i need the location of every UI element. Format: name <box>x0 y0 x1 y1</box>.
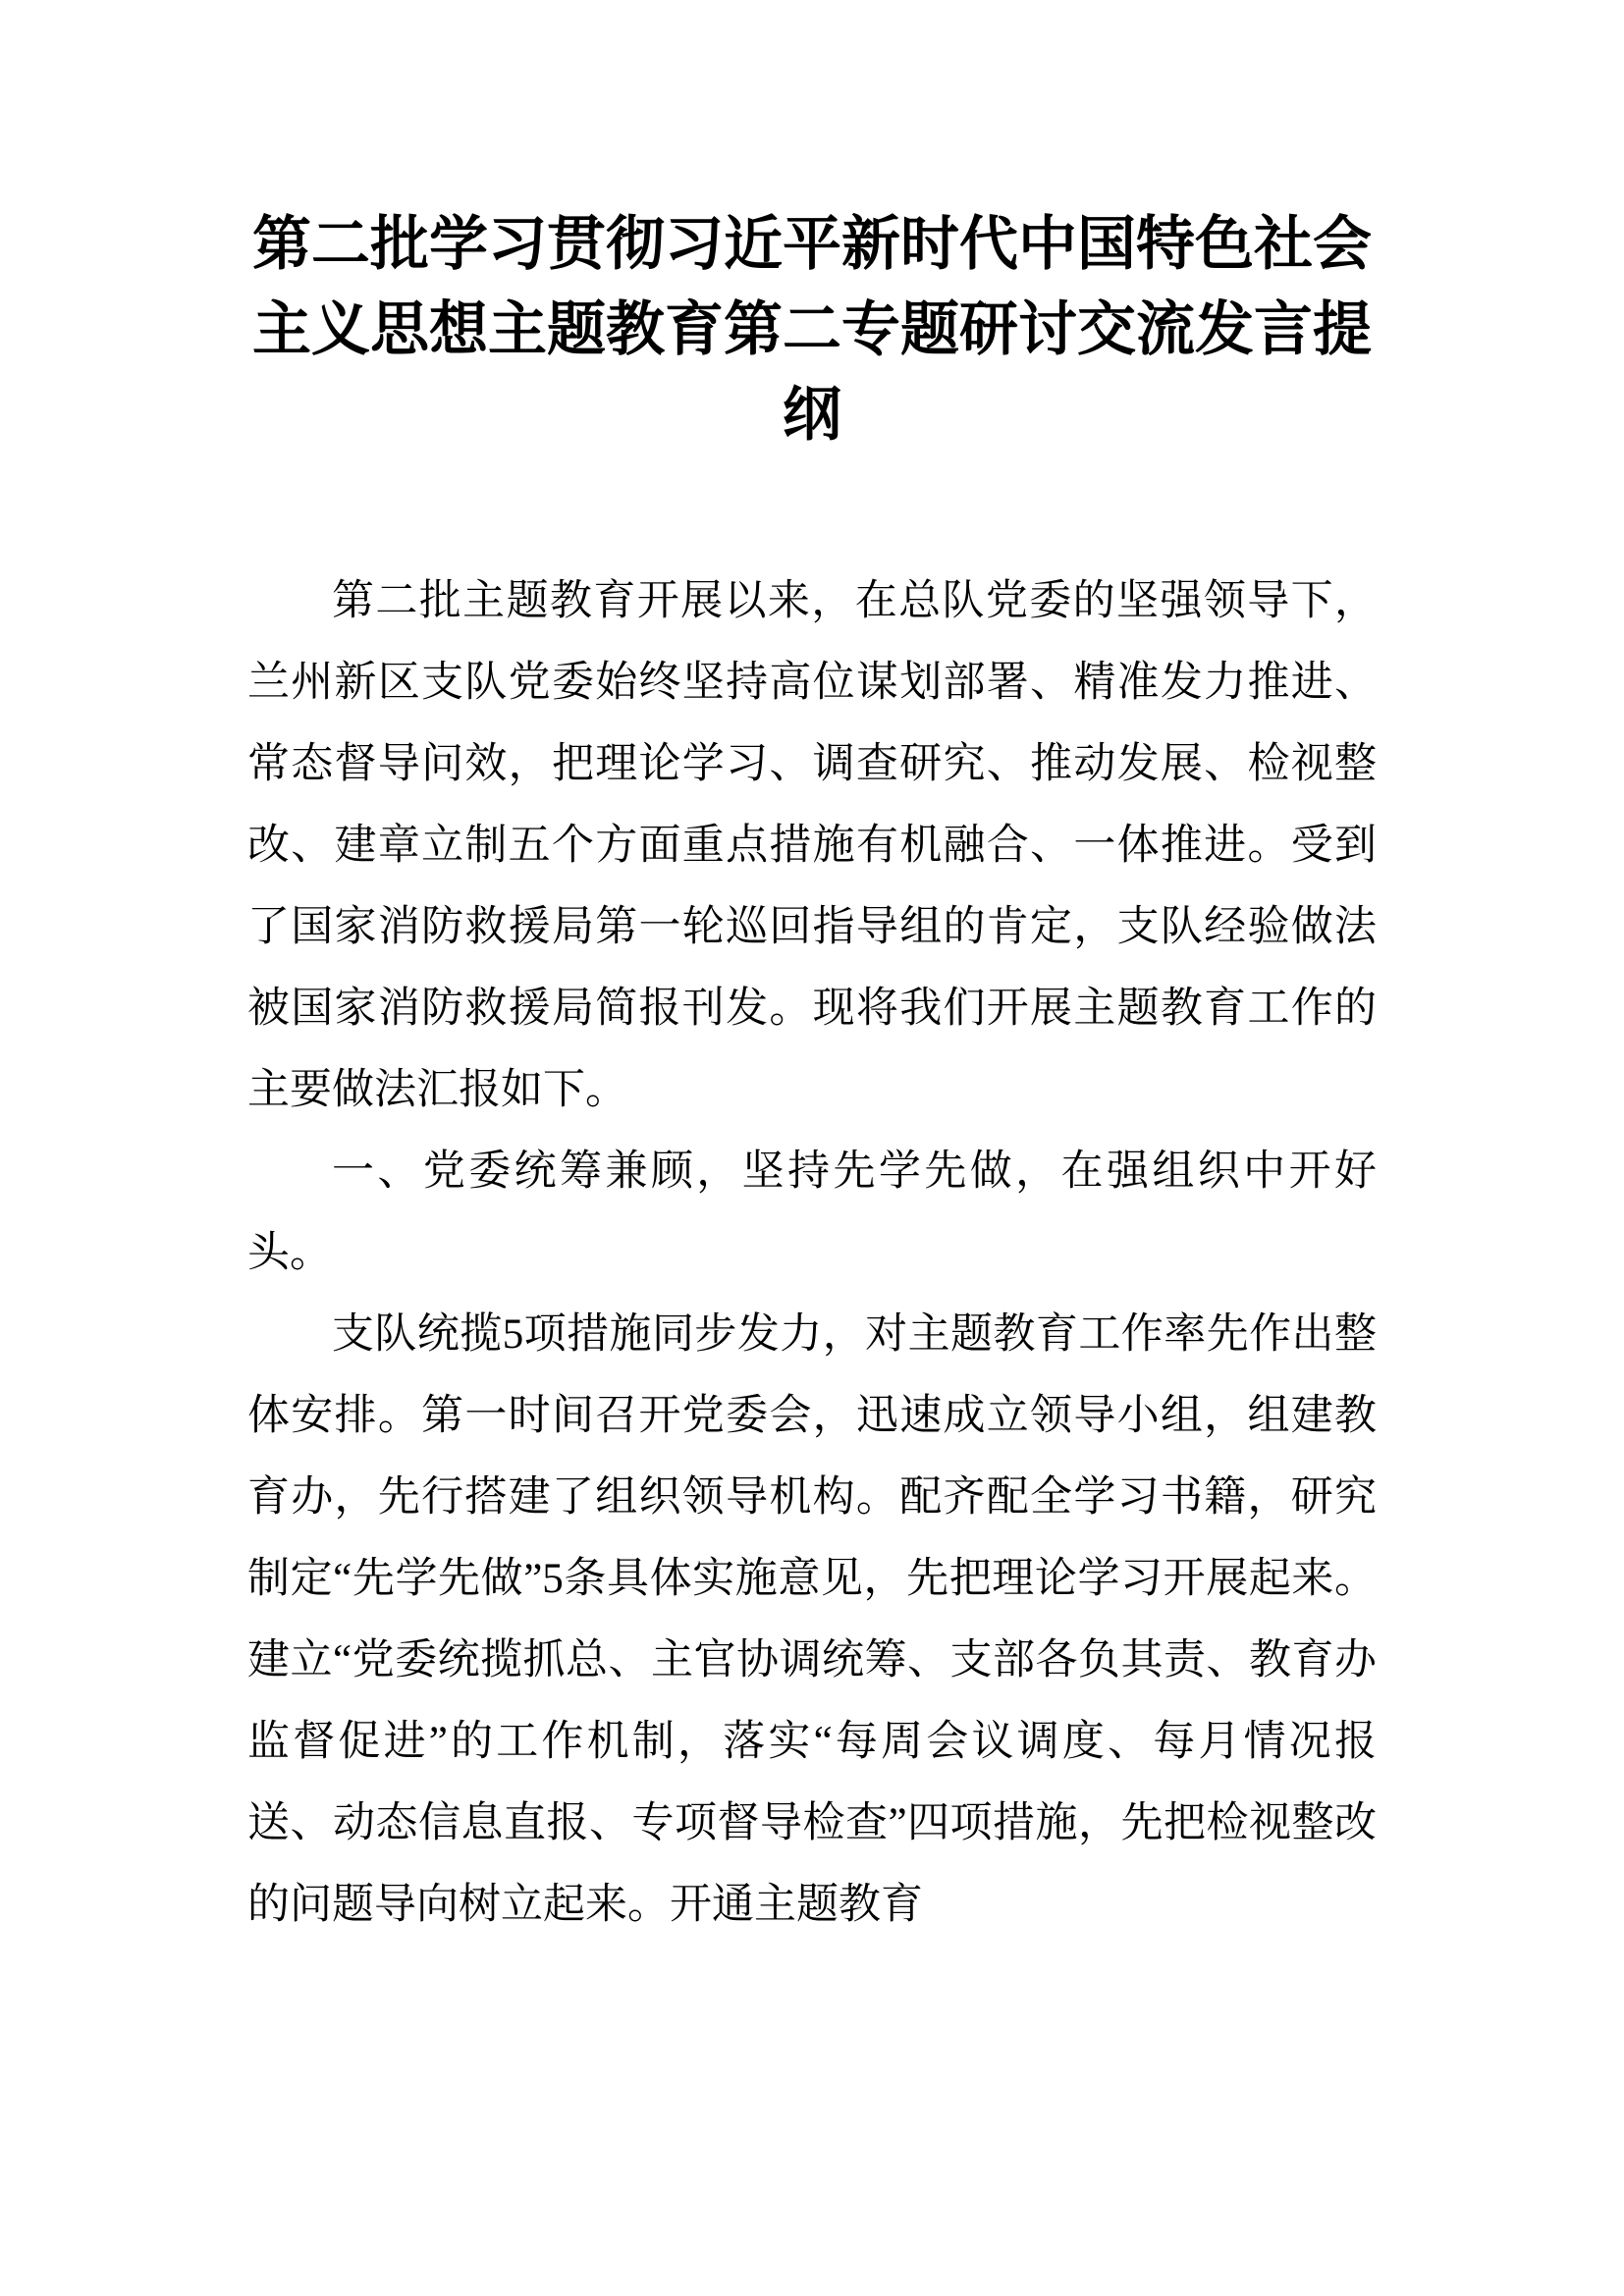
section-heading-1: 一、党委统筹兼顾，坚持先学先做，在强组织中开好头。 <box>247 1148 1377 1276</box>
document-title: 第二批学习贯彻习近平新时代中国特色社会主义思想主题教育第二专题研讨交流发言提纲 <box>252 211 1372 448</box>
paragraph-intro: 第二批主题教育开展以来，在总队党委的坚强领导下，兰州新区支队党委始终坚持高位谋划部署、精准发力推进、常态督导问效，把理论学习、调查研究、推动发展、检视整改、建章立制五个方面重点措施有机融合、一体推进。受到了国家消防救援局第一轮巡回指导组的肯定，支队经验做法被国家消防救援局简报刊发。现将我们开展主题教育工作的主要做法汇报如下。 <box>247 578 1377 1113</box>
paragraph-section-1-body: 支队统揽5项措施同步发力，对主题教育工作率先作出整体安排。第一时间召开党委会，迅速成立领导小组，组建教育办，先行搭建了组织领导机构。配齐配全学习书籍，研究制定“先学先做”5条具体实施意见，先把理论学习开展起来。建立“党委统揽抓总、主官协调统筹、支部各负其责、教育办监督促进”的工作机制，落实“每周会议调度、每月情况报送、动态信息直报、专项督导检查”四项措施，先把检视整改的问题导向树立起来。开通主题教育 <box>247 1311 1377 1928</box>
document-body <box>247 561 1377 1946</box>
